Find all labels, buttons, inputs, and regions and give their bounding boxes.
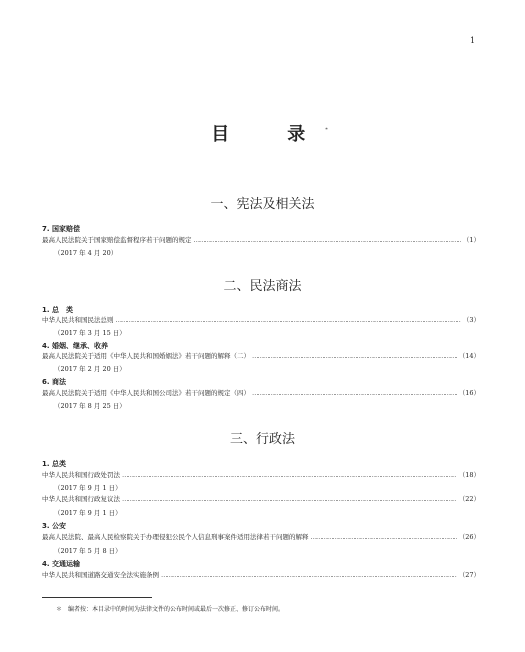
toc-entry[interactable]	[42, 316, 480, 325]
toc-entry[interactable]	[42, 236, 480, 245]
entry-page: （3）	[462, 316, 480, 324]
entry-page: （16）	[458, 389, 480, 397]
entry-page: （14）	[458, 352, 480, 360]
entry-title: 最高人民法院、最高人民检察院关于办理侵犯公民个人信息刑事案件适用法律若干问题的解释	[42, 533, 309, 541]
leader-dots	[122, 471, 457, 480]
page-title	[0, 120, 525, 146]
leader-dots	[116, 316, 461, 325]
entry-page: （26）	[458, 533, 480, 541]
category-label: 4. 婚姻、继承、收养	[42, 342, 108, 350]
section-heading: 二、民法商法	[223, 279, 302, 294]
leader-dots	[252, 352, 457, 361]
category-label: 4. 交通运输	[42, 560, 80, 568]
entry-date: （2017 年 2 月 20 日）	[54, 365, 126, 373]
entry-date: （2017 年 9 月 1 日）	[54, 484, 122, 492]
page-number: 1	[470, 36, 476, 45]
entry-date: （2017 年 3 月 15 日）	[54, 329, 126, 337]
footnote: ＊ 编者按：本目录中的时间为法律文件的公布时间或最后一次修正、修订公布时间。	[56, 606, 285, 613]
leader-dots	[194, 236, 461, 245]
entry-date: （2017 年 4 月 20）	[54, 249, 118, 257]
entry-date: （2017 年 5 月 8 日）	[54, 547, 122, 555]
leader-dots	[161, 571, 457, 580]
leader-dots	[311, 533, 457, 542]
leader-dots	[252, 389, 457, 398]
entry-title: 最高人民法院关于国家赔偿监督程序若干问题的规定	[42, 236, 192, 244]
entry-title: 最高人民法院关于适用《中华人民共和国婚姻法》若干问题的解释（二）	[42, 352, 250, 360]
entry-date: （2017 年 9 月 1 日）	[54, 509, 122, 517]
toc-entry[interactable]	[42, 471, 480, 480]
entry-title: 中华人民共和国行政处罚法	[42, 471, 120, 479]
leader-dots	[122, 495, 457, 504]
toc-entry[interactable]	[42, 352, 480, 361]
category-label: 3. 公安	[42, 522, 66, 530]
section-heading: 三、行政法	[229, 432, 295, 447]
toc-entry[interactable]	[42, 533, 480, 542]
toc-entry[interactable]	[42, 571, 480, 580]
entry-title: 中华人民共和国道路交通安全法实施条例	[42, 571, 159, 579]
entry-title: 中华人民共和国行政复议法	[42, 495, 120, 503]
category-label: 1. 总类	[42, 460, 66, 468]
title-footnote-mark: *	[325, 127, 328, 133]
category-label: 7. 国家赔偿	[42, 225, 80, 233]
toc-entry[interactable]	[42, 389, 480, 398]
title-text: 目 录	[211, 124, 326, 145]
category-label: 6. 商法	[42, 378, 66, 386]
entry-page: （1）	[462, 236, 480, 244]
entry-date: （2017 年 8 月 25 日）	[54, 402, 126, 410]
entry-page: （22）	[458, 495, 480, 503]
entry-title: 中华人民共和国民法总则	[42, 316, 114, 324]
entry-title: 最高人民法院关于适用《中华人民共和国公司法》若干问题的规定（四）	[42, 389, 250, 397]
footnote-divider	[42, 597, 152, 598]
entry-page: （18）	[458, 471, 480, 479]
category-label: 1. 总 类	[42, 306, 73, 314]
section-heading: 一、宪法及相关法	[210, 197, 315, 212]
toc-entry[interactable]	[42, 495, 480, 504]
entry-page: （27）	[458, 571, 480, 579]
